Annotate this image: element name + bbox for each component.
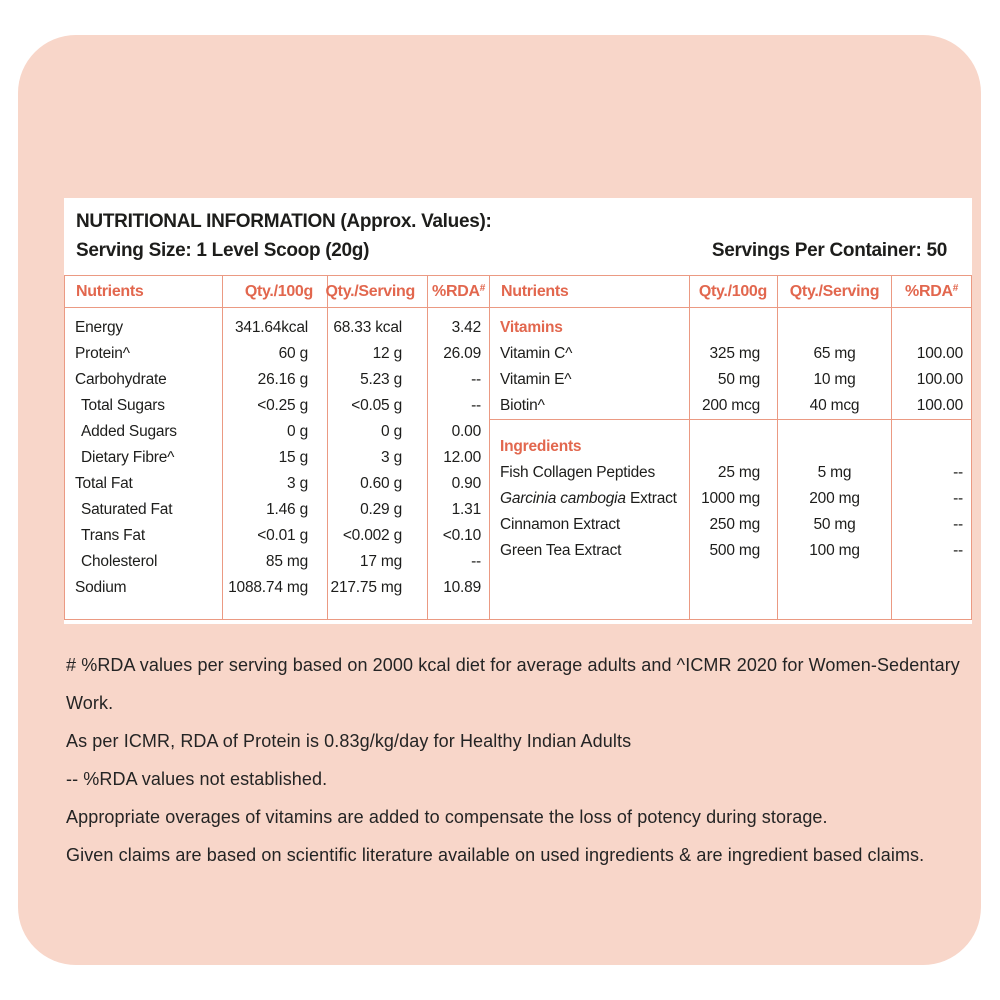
ingredients-section-title: Ingredients [500, 438, 582, 455]
vitamin-rda: 100.00 [916, 397, 963, 414]
nutrient-qty-100g: 3 g [287, 475, 308, 492]
column-nutrient-names-right [490, 308, 690, 619]
nutrient-name: Total Fat [75, 475, 133, 492]
empty-cell [892, 315, 971, 341]
col-header-qty100-left: Qty./100g [223, 276, 328, 307]
nutrient-rda: <0.10 [442, 527, 481, 544]
vitamin-qty-100g: 50 mg [717, 371, 760, 388]
table-header-row [65, 276, 971, 308]
empty-cell [690, 315, 777, 341]
nutrient-name: Added Sugars [81, 423, 177, 440]
ingredient-qty-serving: 5 mg [817, 464, 852, 481]
nutrient-qty-100g: 60 g [278, 345, 308, 362]
label-header [76, 211, 972, 262]
rda-hash-sup: # [952, 282, 958, 294]
empty-cell [892, 434, 971, 460]
col-header-nutrients-left: Nutrients [65, 276, 223, 307]
footnote-line: Work. [66, 693, 114, 713]
nutrient-rda: -- [471, 397, 481, 414]
ingredient-name [490, 460, 689, 486]
nutrient-rda: 10.89 [443, 579, 481, 596]
ingredient-qty-100g: 500 mg [709, 542, 760, 559]
column-rda-left [428, 308, 490, 619]
serving-size: Serving Size: 1 Level Scoop (20g) [76, 240, 370, 261]
table-body [65, 308, 971, 619]
column-qty-serving-left [328, 308, 428, 619]
vitamin-name: Vitamin C^ [500, 345, 573, 362]
ingredient-name-text: Extract [625, 490, 677, 507]
nutrient-rda: 3.42 [451, 319, 481, 336]
nutrient-qty-serving: 17 mg [359, 553, 402, 570]
ingredient-name [490, 538, 689, 564]
ingredient-rda: -- [953, 542, 963, 559]
vitamins-section-title: Vitamins [500, 319, 563, 336]
ingredient-name-text: Green Tea Extract [500, 542, 622, 559]
ingredient-qty-serving: 100 mg [809, 542, 860, 559]
column-rda-right [892, 308, 971, 619]
nutrition-table [64, 275, 972, 620]
nutrient-rda: 26.09 [443, 345, 481, 362]
vitamin-qty-serving: 40 mcg [809, 397, 860, 414]
nutrient-name: Energy [75, 319, 123, 336]
nutrient-qty-serving: 3 g [381, 449, 402, 466]
nutrient-name: Sodium [75, 579, 127, 596]
col-header-qty100-right: Qty./100g [690, 276, 778, 307]
rda-label: %RDA [905, 282, 953, 300]
col-header-nutrients-right: Nutrients [490, 276, 690, 307]
nutrient-qty-serving: 0 g [381, 423, 402, 440]
label-title: NUTRITIONAL INFORMATION (Approx. Values): [76, 211, 492, 232]
nutrient-qty-serving: 5.23 g [360, 371, 402, 388]
nutrient-qty-serving: 217.75 mg [330, 579, 402, 596]
ingredient-qty-serving: 200 mg [809, 490, 860, 507]
nutrition-label-card [64, 198, 972, 624]
nutrient-qty-serving: 0.60 g [360, 475, 402, 492]
pink-background-panel [18, 35, 981, 965]
section-gap [778, 419, 891, 434]
ingredient-rda: -- [953, 490, 963, 507]
col-header-qtyserving-right: Qty./Serving [778, 276, 892, 307]
nutrient-name: Dietary Fibre^ [81, 449, 175, 466]
empty-cell [778, 434, 891, 460]
vitamin-qty-100g: 200 mcg [701, 397, 760, 414]
col-header-qtyserving-left: Qty./Serving [328, 276, 428, 307]
nutrient-qty-100g: 85 mg [265, 553, 308, 570]
ingredient-name-text: Fish Collagen Peptides [500, 464, 655, 481]
ingredient-qty-100g: 250 mg [709, 516, 760, 533]
empty-cell [690, 434, 777, 460]
footnotes-block [66, 646, 960, 874]
nutrient-qty-100g: 341.64kcal [235, 319, 308, 336]
section-gap [690, 419, 777, 434]
vitamin-qty-serving: 10 mg [813, 371, 856, 388]
nutrient-name: Carbohydrate [75, 371, 167, 388]
nutrient-name: Trans Fat [81, 527, 145, 544]
nutrient-rda: 1.31 [451, 501, 481, 518]
col-header-rda-left [428, 276, 490, 307]
vitamin-rda: 100.00 [916, 371, 963, 388]
ingredient-rda: -- [953, 516, 963, 533]
vitamin-name: Biotin^ [500, 397, 545, 414]
nutrient-rda: 12.00 [443, 449, 481, 466]
nutrient-qty-100g: <0.01 g [257, 527, 308, 544]
nutrient-name: Total Sugars [81, 397, 165, 414]
section-gap [892, 419, 971, 434]
ingredient-name-text: Cinnamon Extract [500, 516, 620, 533]
col-header-rda-right [892, 276, 971, 307]
nutrient-qty-100g: <0.25 g [257, 397, 308, 414]
ingredient-name [490, 512, 689, 538]
ingredient-qty-100g: 1000 mg [701, 490, 760, 507]
vitamin-qty-100g: 325 mg [709, 345, 760, 362]
section-gap [490, 419, 689, 434]
nutrient-qty-serving: <0.05 g [351, 397, 402, 414]
ingredient-name [490, 486, 689, 512]
footnote-line: -- %RDA values not established. [66, 769, 328, 789]
nutrient-qty-serving: <0.002 g [342, 527, 402, 544]
nutrient-rda: -- [471, 553, 481, 570]
nutrient-name: Cholesterol [81, 553, 158, 570]
vitamin-qty-serving: 65 mg [813, 345, 856, 362]
nutrient-qty-serving: 0.29 g [360, 501, 402, 518]
nutrient-qty-100g: 15 g [278, 449, 308, 466]
ingredient-name-italic: Garcinia cambogia [500, 490, 626, 507]
rda-hash-sup: # [479, 282, 485, 294]
footnote-line: Appropriate overages of vitamins are added to compensate the loss of potency during storage. [66, 807, 828, 827]
vitamin-rda: 100.00 [916, 345, 963, 362]
footnote-line: Given claims are based on scientific literature available on used ingredients & are ingredient based claims. [66, 845, 925, 865]
nutrient-qty-100g: 1088.74 mg [228, 579, 308, 596]
nutrient-name: Protein^ [75, 345, 130, 362]
nutrient-rda: 0.00 [451, 423, 481, 440]
nutrient-rda: -- [471, 371, 481, 388]
column-nutrient-names [65, 308, 223, 619]
column-qty-serving-right [778, 308, 892, 619]
nutrient-qty-100g: 1.46 g [266, 501, 308, 518]
column-qty-100g-right [690, 308, 778, 619]
column-qty-100g-left [223, 308, 328, 619]
footnote-line: As per ICMR, RDA of Protein is 0.83g/kg/day for Healthy Indian Adults [66, 731, 632, 751]
nutrient-name: Saturated Fat [81, 501, 173, 518]
nutrient-qty-serving: 12 g [372, 345, 402, 362]
footnote-line: # %RDA values per serving based on 2000 kcal diet for average adults and ^ICMR 2020 for Women-Sedentary [66, 655, 960, 675]
nutrient-qty-100g: 26.16 g [257, 371, 308, 388]
rda-label: %RDA [432, 282, 480, 300]
nutrient-qty-100g: 0 g [287, 423, 308, 440]
ingredient-rda: -- [953, 464, 963, 481]
empty-cell [778, 315, 891, 341]
ingredient-qty-serving: 50 mg [813, 516, 856, 533]
nutrient-rda: 0.90 [451, 475, 481, 492]
vitamin-name: Vitamin E^ [500, 371, 572, 388]
nutrient-qty-serving: 68.33 kcal [333, 319, 402, 336]
right-section-divider [490, 419, 971, 420]
servings-per-container: Servings Per Container: 50 [711, 240, 947, 261]
ingredient-qty-100g: 25 mg [717, 464, 760, 481]
